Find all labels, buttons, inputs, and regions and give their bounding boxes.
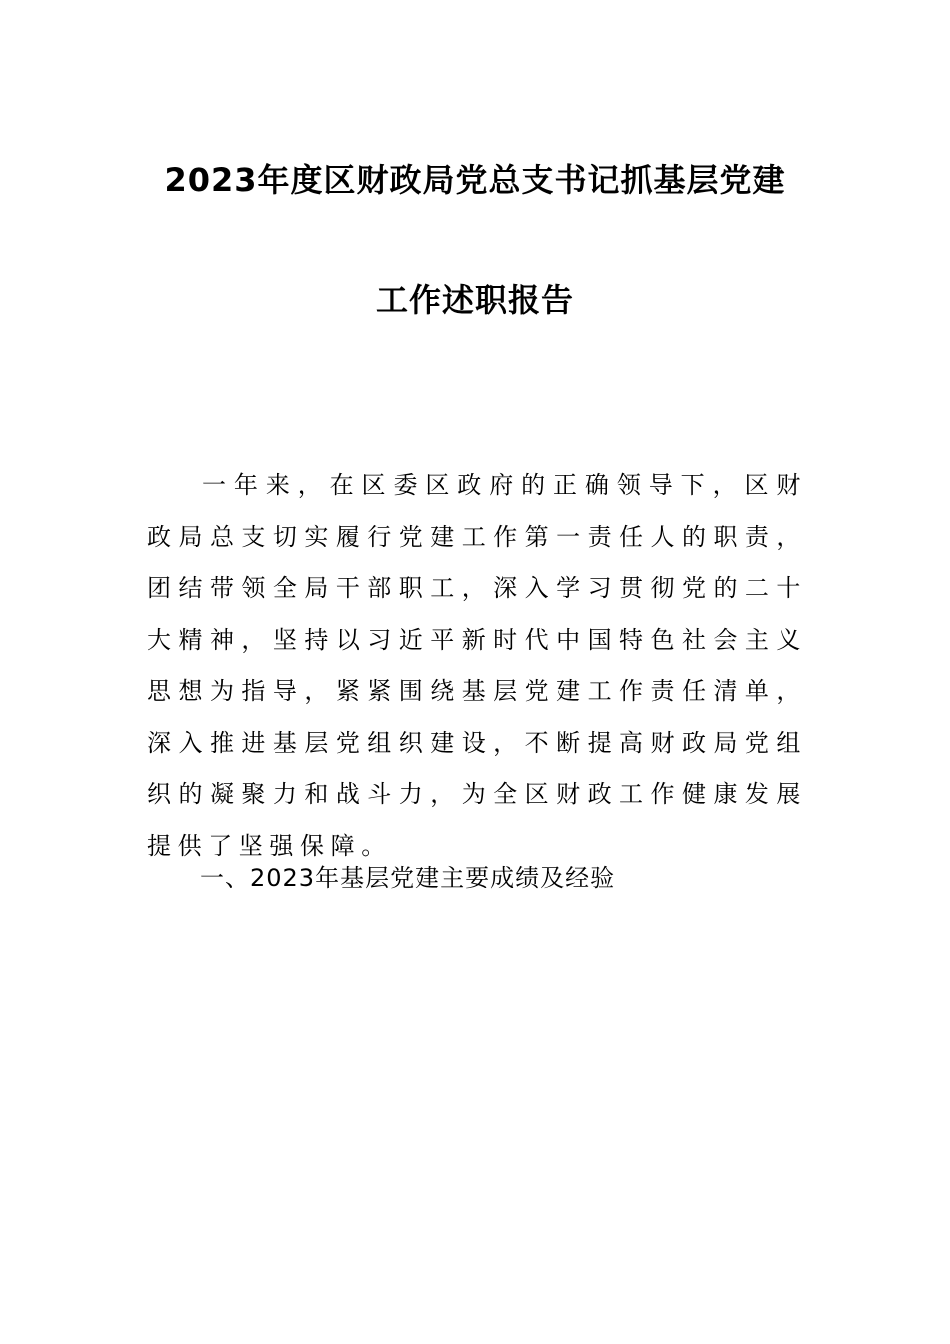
document-title-line-2: 工作述职报告 bbox=[375, 281, 574, 319]
section-heading-1: 一、2023年基层党建主要成绩及经验 bbox=[200, 864, 616, 892]
document-title-line-1: 2023年度区财政局党总支书记抓基层党建 bbox=[164, 161, 786, 199]
intro-paragraph: 一年来，在区委区政府的正确领导下，区财政局总支切实履行党建工作第一责任人的职责，团结带领全局干部职工，深入学习贯彻党的二十大精神，坚持以习近平新时代中国特色社会主义思想为指导，紧紧围绕基层党建工作责任清单，深入推进基层党组织建设，不断提高财政局党组织的凝聚力和战斗力，为全区财政工作健康发展提供了坚强保障。 bbox=[147, 471, 807, 860]
